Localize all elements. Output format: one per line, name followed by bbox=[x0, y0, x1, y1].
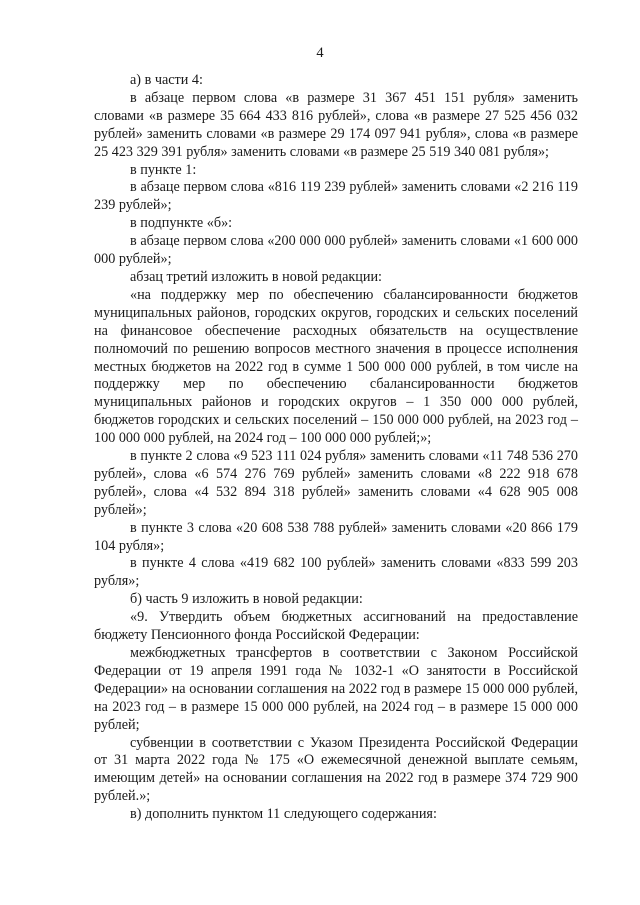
paragraph-podpunkt-b-amount: в абзаце первом слова «200 000 000 рублей» заменить словами «1 600 000 000 рублей»; bbox=[94, 233, 578, 268]
paragraph-punkt-2: в пункте 2 слова «9 523 111 024 рубля» заменить словами «11 748 536 270 рублей», слова «6 574 276 769 рублей» заменить словами «8 222 918 678 рублей», слова «4 532 894 318 рублей» заменить словами «4 628 905 008 рублей»; bbox=[94, 448, 578, 518]
paragraph-punkt-4: в пункте 4 слова «419 682 100 рублей» заменить словами «833 599 203 рубля»; bbox=[94, 555, 578, 590]
paragraph-punkt-1-heading: в пункте 1: bbox=[130, 161, 197, 178]
paragraph-add-punkt-11: в) дополнить пунктом 11 следующего содержания: bbox=[130, 806, 437, 823]
paragraph-part-4-heading: а) в части 4: bbox=[130, 72, 203, 88]
document-body bbox=[94, 72, 578, 824]
page-number: 4 bbox=[316, 45, 324, 61]
paragraph-abzac-3-heading: абзац третий изложить в новой редакции: bbox=[130, 268, 382, 285]
paragraph-part-9-heading: б) часть 9 изложить в новой редакции: bbox=[130, 591, 363, 608]
paragraph-subventions: субвенции в соответствии с Указом Президента Российской Федерации от 31 марта 2022 года № 175 «О ежемесячной денежной выплате семьям, имеющим детей» на основании соглашения на 2022 год в размере 374 729 900 рублей.»; bbox=[94, 734, 578, 805]
paragraph-part-9-text: «9. Утвердить объем бюджетных ассигнований на предоставление бюджету Пенсионного фонда Российской Федерации: bbox=[94, 609, 578, 644]
paragraph-punkt-1-amount: в абзаце первом слова «816 119 239 рублей» заменить словами «2 216 119 239 рублей»; bbox=[94, 179, 578, 214]
paragraph-podpunkt-b-heading: в подпункте «б»: bbox=[130, 215, 233, 232]
paragraph-balance-support: «на поддержку мер по обеспечению сбалансированности бюджетов муниципальных районов, городских округов, городских и сельских поселений на финансовое обеспечение расходных обязательств на осуществление полномочий по решению вопросов местного значения в процессе исполнения местных бюджетов на 2022 год в сумме 1 500 000 000 рублей, в том числе на поддержку мер по обеспечению сбалансированности бюджетов муниципальных районов и городских округов – 1 350 000 000 рублей, бюджетов городских и сельских поселений – 150 000 000 рублей, на 2023 год – 100 000 000 рублей, на 2024 год – 100 000 000 рублей;»; bbox=[94, 286, 578, 447]
paragraph-punkt-3: в пункте 3 слова «20 608 538 788 рублей» заменить словами «20 866 179 104 рубля»; bbox=[94, 519, 578, 554]
paragraph-first-abzac-amounts: в абзаце первом слова «в размере 31 367 451 151 рубля» заменить словами «в размере 35 664 433 816 рублей», слова «в размере 27 525 456 032 рублей» заменить словами «в размере 29 174 097 941 рубля», слова «в размере 25 423 329 391 рубля» заменить словами «в размере 25 519 340 081 рубля»; bbox=[94, 89, 578, 160]
paragraph-interbudget-transfers: межбюджетных трансфертов в соответствии с Законом Российской Федерации от 19 апреля 1991 года № 1032-1 «О занятости в Российской Федерации» на основании соглашения на 2022 год в размере 15 000 000 рублей, на 2023 год – в размере 15 000 000 рублей, на 2024 год – в размере 15 000 000 рублей; bbox=[94, 645, 578, 733]
